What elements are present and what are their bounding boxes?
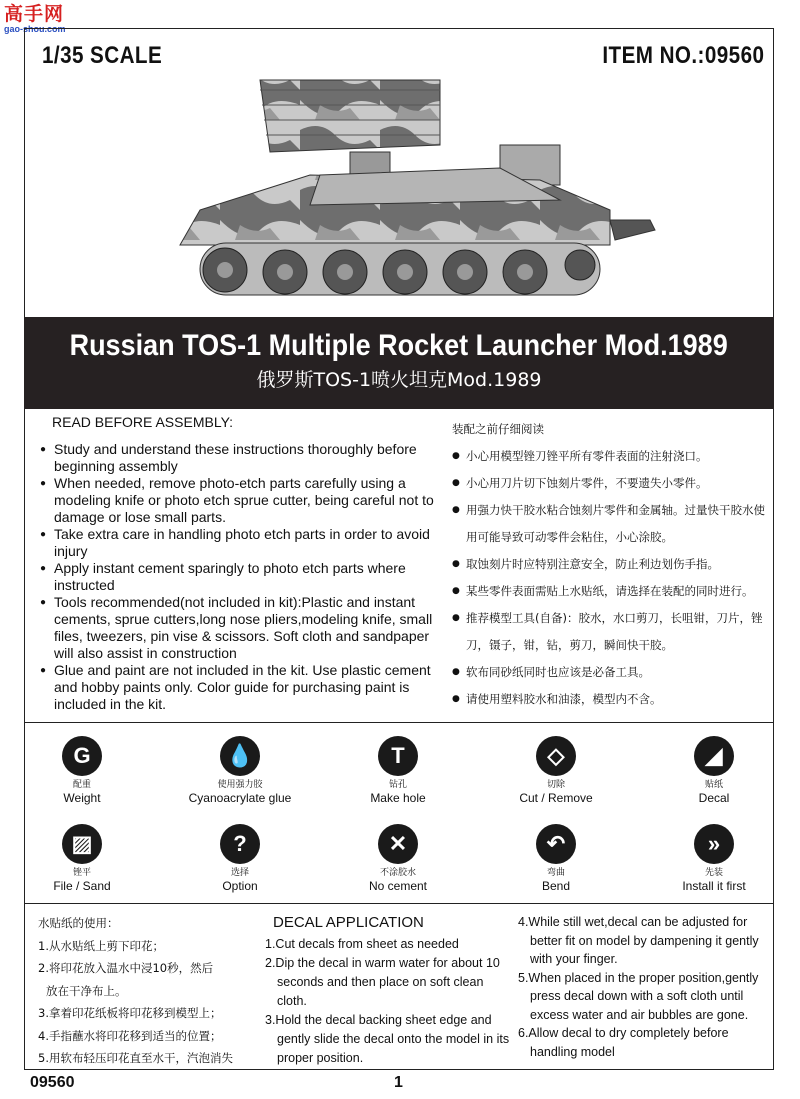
icon-label-cn: 配重 [72, 780, 91, 790]
icon-label-cn: 贴纸 [704, 780, 723, 790]
footer-item-code: 09560 [30, 1074, 75, 1091]
read-item-cn: ● 取蚀刻片时应特别注意安全，防止利边划伤手指。 [452, 551, 772, 578]
icon-bend [496, 824, 616, 893]
decal-instructions-en-a [265, 913, 515, 1068]
icon-label-cn: 先装 [704, 868, 723, 878]
icon-label-en: Decal [698, 791, 730, 805]
read-item-cn: ● 用强力快干胶水粘合蚀刻片零件和金属轴。过量快干胶水使用可能导致可动零件会粘住，小心涂胶。 [452, 497, 772, 551]
decal-step-en: 6.Allow decal to dry completely before handling model [518, 1026, 729, 1059]
icon-weight [22, 736, 142, 805]
read-item-cn: ● 小心用模型锉刀锉平所有零件表面的注射浇口。 [452, 443, 772, 470]
icon-label-en: Make hole [370, 791, 426, 805]
item-number: ITEM NO.:09560 [601, 42, 764, 69]
scale-label: 1/35 SCALE [42, 42, 163, 69]
read-item-en: ● Tools recommended(not included in kit):Plastic and instant cements, sprue cutters,long nose pliers,modeling knife, small files, tweezers, pin vise & scissors. Soft cloth and sandpaper will also assist in construction [38, 594, 438, 662]
read-before-assembly-cn [452, 416, 772, 713]
read-item-en: ● Apply instant cement sparingly to photo etch parts where instructed [38, 560, 438, 594]
decal-step-en: 1.Cut decals from sheet as needed [265, 937, 459, 951]
title-en: Russian TOS-1 Multiple Rocket Launcher Mod.1989 [69, 329, 729, 362]
read-heading-cn: 装配之前仔细阅读 [452, 422, 544, 436]
decal-step-en: 3.Hold the decal backing sheet edge and gently slide the decal onto the model in its proper position. [265, 1013, 510, 1065]
title-cn: 俄罗斯TOS-1喷火坦克Mod.1989 [256, 369, 542, 391]
read-item-cn: ● 某些零件表面需贴上水贴纸，请选择在装配的同时进行。 [452, 578, 772, 605]
decal-step-cn: 放在干净布上。 [46, 983, 127, 998]
icon-label-en: Option [222, 879, 258, 893]
icon-label-cn: 弯曲 [546, 868, 565, 878]
read-before-assembly-en [38, 414, 438, 713]
cut-icon: ◇ [536, 736, 576, 776]
read-heading-en: READ BEFORE ASSEMBLY: [52, 414, 234, 430]
icon-label-en: Cut / Remove [519, 791, 593, 805]
decal-step-en: 5.When placed in the proper position,gently press decal down with a soft cloth until excess water and air bubbles are gone. [518, 970, 759, 1022]
decal-step-cn: 3.拿着印花纸板将印花移到模型上； [38, 1006, 222, 1020]
icon-option [180, 824, 300, 893]
file-icon: ▨ [62, 824, 102, 864]
logo-url: gao-shou.com [4, 24, 66, 34]
weight-icon: G [62, 736, 102, 776]
icon-label-en: No cement [368, 879, 428, 893]
icon-file-sand [22, 824, 142, 893]
decal-step-cn: 5.用软布轻压印花直至水干，汽泡消失 [38, 1051, 233, 1065]
read-item-en: ● Take extra care in handling photo etch parts in order to avoid injury [38, 526, 438, 560]
icon-label-en: Install it first [682, 879, 746, 893]
decal-heading-cn: 水贴纸的使用： [38, 916, 119, 930]
icon-make-hole [338, 736, 458, 805]
decal-step-cn: 2.将印花放入温水中浸10秒，然后 [38, 961, 214, 975]
read-item-cn: ● 软布同砂纸同时也应该是必备工具。 [452, 659, 772, 686]
icon-label-cn: 钻孔 [388, 780, 407, 790]
icon-label-en: Bend [541, 879, 571, 893]
icon-label-cn: 使用强力胶 [217, 780, 263, 790]
icon-cyanoacrylate [180, 736, 300, 805]
read-item-en: ● Glue and paint are not included in the kit. Use plastic cement and hobby paints only. Color guide for purchasing paint is included in the kit. [38, 662, 438, 713]
decal-heading-en: DECAL APPLICATION [273, 914, 424, 931]
logo-brand: 高手网 [4, 3, 65, 25]
install-first-icon: » [694, 824, 734, 864]
title-banner [24, 317, 774, 409]
read-item-cn: ● 请使用塑料胶水和油漆，模型内不含。 [452, 686, 772, 713]
read-item-cn: ● 小心用刀片切下蚀刻片零件，不要遗失小零件。 [452, 470, 772, 497]
glue-drop-icon: 💧 [220, 736, 260, 776]
icon-install-first [654, 824, 774, 893]
drill-icon: T [378, 736, 418, 776]
decal-instructions-cn [38, 912, 253, 1070]
icon-no-cement [338, 824, 458, 893]
decal-step-cn: 4.手指蘸水将印花移到适当的位置； [38, 1028, 222, 1043]
icon-label-en: Weight [63, 791, 101, 805]
decal-step-en: 2.Dip the decal in warm water for about 10 seconds and then place on soft clean cloth. [265, 956, 500, 1008]
icon-label-cn: 锉平 [72, 868, 91, 878]
icon-label-en: Cyanoacrylate glue [188, 791, 292, 805]
decal-step-en: 4.While still wet,decal can be adjusted for better fit on model by dampening it gently with your finger. [518, 915, 759, 966]
divider [24, 903, 774, 904]
decal-icon: ◢ [694, 736, 734, 776]
no-cement-icon: ✕ [378, 824, 418, 864]
icon-label-cn: 不涂胶水 [379, 868, 416, 878]
decal-step-cn: 1.从水贴纸上剪下印花； [38, 938, 164, 953]
bend-icon: ↶ [536, 824, 576, 864]
icon-label-en: File / Sand [53, 879, 111, 893]
tank-illustration [140, 60, 660, 310]
icon-decal [654, 736, 774, 805]
read-item-en: ● Study and understand these instructions thoroughly before beginning assembly [38, 441, 438, 475]
read-item-cn: ● 推荐模型工具(自备)：胶水，水口剪刀，长咀钳，刀片，锉刀，镊子，钳，钻，剪刀，瞬间快干胶。 [452, 605, 772, 659]
read-item-en: ● When needed, remove photo-etch parts carefully using a modeling knife or photo etch sprue cutter, being careful not to damage or lose small parts. [38, 475, 438, 526]
icon-label-cn: 选择 [230, 868, 249, 878]
question-icon: ? [220, 824, 260, 864]
divider [24, 722, 774, 723]
page-number: 1 [394, 1074, 403, 1091]
icon-label-cn: 切除 [546, 780, 565, 790]
decal-instructions-en-b [518, 913, 770, 1061]
icon-cut-remove [496, 736, 616, 805]
